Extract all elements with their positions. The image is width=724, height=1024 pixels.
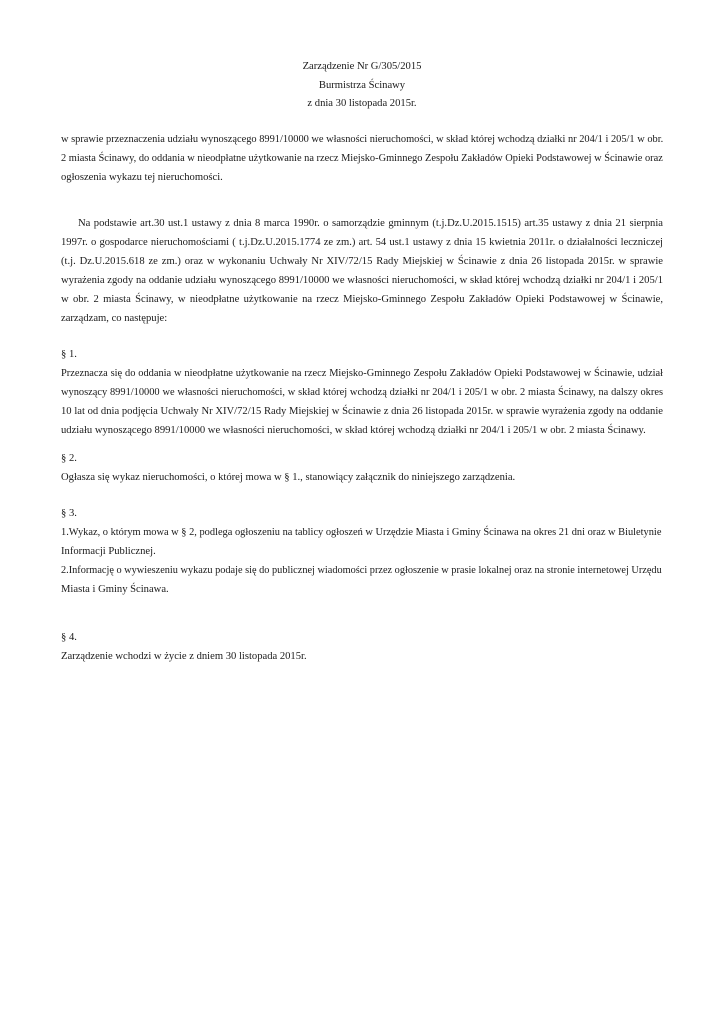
section-line: Informacji Publicznej. — [61, 546, 156, 557]
document-date: z dnia 30 listopada 2015r. — [307, 98, 417, 109]
section-heading: § 2. — [61, 453, 77, 464]
section-line: Ogłasza się wykaz nieruchomości, o której mowa w § 1., stanowiący załącznik do niniejszego zarządzenia. — [61, 472, 516, 483]
preamble-line: (t.j. Dz.U.2015.618 ze zm.) oraz w wykonaniu Uchwały Nr XIV/72/15 Rady Miejskiej w Ścinawie z dnia 26 listopada 2015r. w sprawie — [61, 256, 663, 267]
section-line: Przeznacza się do oddania w nieodpłatne użytkowanie na rzecz Miejsko-Gminnego Zespołu Zakładów Opieki Podstawowej w Ścinawie, udział — [61, 368, 663, 379]
section-2 — [61, 449, 663, 487]
subject-paragraph — [61, 130, 663, 187]
section-heading: § 4. — [61, 632, 77, 643]
section-line: Miasta i Gminy Ścinawa. — [61, 584, 169, 595]
section-line: udziału wynoszącego 8991/10000 we własności nieruchomości, w skład której wchodzą działki nr 204/1 i 205/1 w obr. 2 miasta Ścinawy. — [61, 425, 646, 436]
preamble-paragraph — [61, 214, 663, 328]
section-4 — [61, 628, 663, 666]
document-title: Zarządzenie Nr G/305/2015 — [302, 61, 422, 72]
preamble-line: zarządzam, co następuje: — [61, 313, 168, 324]
preamble-line: wyrażenia zgody na oddanie udziału wynoszącego 8991/10000 we własności nieruchomości, w skład której wchodzą działki nr 204/1 i 205/1 — [61, 275, 663, 286]
preamble-line: 1997r. o gospodarce nieruchomościami ( t.j.Dz.U.2015.1774 ze zm.) art. 54 ust.1 ustawy z dnia 15 kwietnia 2011r. o działalności leczniczej — [61, 237, 663, 248]
section-line: wynoszący 8991/10000 we własności nieruchomości, w skład której wchodzą działki nr 204/1 i 205/1 w obr. 2 miasta Ścinawy, na dalszy okres — [61, 387, 663, 398]
section-line: Zarządzenie wchodzi w życie z dniem 30 listopada 2015r. — [61, 651, 307, 662]
subject-line: 2 miasta Ścinawy, do oddania w nieodpłatne użytkowanie na rzecz Miejsko-Gminnego Zespołu Zakładów Opieki Podstawowej w Ścinawie oraz — [61, 153, 663, 164]
section-heading: § 3. — [61, 508, 77, 519]
preamble-line: Na podstawie art.30 ust.1 ustawy z dnia 8 marca 1990r. o samorządzie gminnym (t.j.Dz.U.2015.1515) art.35 ustawy z dnia 21 sierpnia — [78, 218, 663, 229]
subject-line: w sprawie przeznaczenia udziału wynoszącego 8991/10000 we własności nieruchomości, w skład której wchodzą działki nr 204/1 i 205/1 w obr. — [61, 134, 664, 145]
subject-line: ogłoszenia wykazu tej nieruchomości. — [61, 172, 223, 183]
section-heading: § 1. — [61, 349, 77, 360]
section-line: 1.Wykaz, o którym mowa w § 2, podlega ogłoszeniu na tablicy ogłoszeń w Urzędzie Miasta i Gminy Ścinawa na okres 21 dni oraz w Biuletynie — [61, 527, 662, 538]
document-issuer: Burmistrza Ścinawy — [318, 79, 406, 91]
document-header — [0, 58, 724, 114]
section-3 — [61, 504, 663, 599]
preamble-line: w obr. 2 miasta Ścinawy, w nieodpłatne użytkowanie na rzecz Miejsko-Gminnego Zespołu Zakładów Opieki Podstawowej w Ścinawie, — [61, 294, 663, 305]
section-line: 10 lat od dnia podjęcia Uchwały Nr XIV/72/15 Rady Miejskiej w Ścinawie z dnia 26 listopada 2015r. w sprawie wyrażenia zgody na oddanie — [61, 406, 663, 417]
section-1 — [61, 345, 663, 440]
section-line: 2.Informację o wywieszeniu wykazu podaje się do publicznej wiadomości przez ogłoszenie w prasie lokalnej oraz na stronie internetowej Urzędu — [61, 565, 662, 576]
